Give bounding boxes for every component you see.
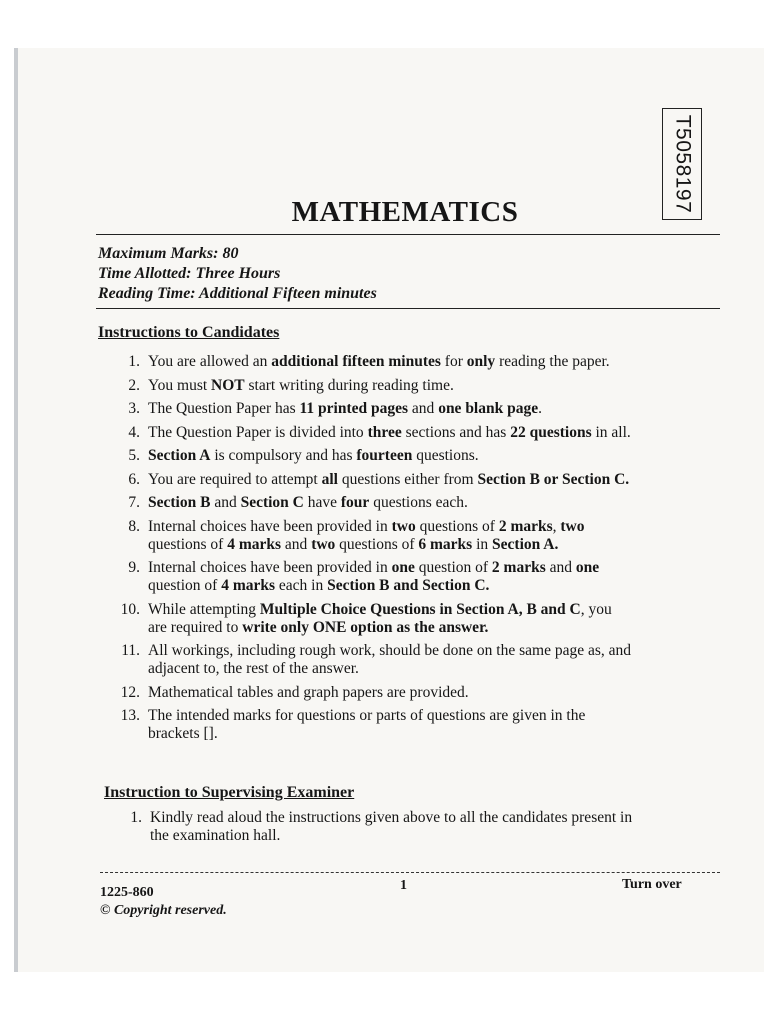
meta-rule	[96, 308, 720, 309]
item-text-line: Section B and Section C have four questions each.	[148, 494, 468, 511]
item-number: 5.	[128, 447, 140, 464]
item-number: 13.	[120, 707, 140, 724]
item-text-line: The Question Paper is divided into three sections and has 22 questions in all.	[148, 423, 631, 441]
item-number: 4.	[128, 423, 140, 441]
footer-rule	[100, 872, 720, 873]
list-item	[98, 684, 713, 702]
page-number: 1	[400, 878, 407, 893]
copyright-notice: © Copyright reserved.	[100, 903, 227, 918]
item-text-line: Internal choices have been provided in one question of 2 marks and one	[148, 559, 600, 576]
paper-meta	[98, 244, 377, 304]
serial-number: T5058197	[671, 114, 694, 214]
item-text-line: You must NOT start writing during reading time.	[148, 376, 454, 394]
item-text-line: All workings, including rough work, should be done on the same page as, and	[148, 642, 631, 659]
list-item	[98, 353, 713, 371]
reading-time: Reading Time: Additional Fifteen minutes	[98, 285, 377, 302]
list-item	[98, 447, 713, 465]
item-number: 6.	[128, 470, 140, 488]
list-item	[98, 559, 713, 595]
item-text-line: questions of 4 marks and two questions of 6 marks in Section A.	[148, 535, 559, 553]
item-number: 11.	[121, 642, 140, 659]
item-number: 8.	[128, 517, 140, 535]
item-text-line: the examination hall.	[150, 827, 281, 844]
instructions-list	[98, 353, 713, 749]
item-number: 2.	[128, 376, 140, 394]
item-number: 12.	[120, 683, 140, 701]
item-text-line: brackets [].	[148, 725, 218, 742]
instructions-heading: Instructions to Candidates	[98, 324, 280, 341]
paper-title: MATHEMATICS	[291, 196, 519, 228]
item-text-line: The Question Paper has 11 printed pages and one blank page.	[148, 400, 542, 417]
list-item	[98, 471, 713, 489]
item-number: 9.	[128, 559, 140, 576]
time-allotted: Time Allotted: Three Hours	[98, 265, 281, 282]
item-number: 10.	[120, 600, 140, 618]
item-text-line: You are allowed an additional fifteen minutes for only reading the paper.	[148, 353, 610, 370]
item-number: 1.	[128, 353, 140, 370]
list-item	[98, 707, 713, 743]
item-text-line: Kindly read aloud the instructions given above to all the candidates present in	[150, 809, 633, 826]
item-text-line: Section A is compulsory and has fourteen questions.	[148, 447, 479, 464]
item-number: 7.	[128, 494, 140, 511]
list-item	[98, 601, 713, 637]
list-item	[98, 377, 713, 395]
footer-left	[100, 884, 227, 920]
item-text-line: You are required to attempt all questions either from Section B or Section C.	[148, 470, 630, 488]
list-item	[98, 518, 713, 554]
list-item	[98, 494, 713, 512]
item-text-line: Internal choices have been provided in two questions of 2 marks, two	[148, 517, 585, 535]
list-item	[100, 809, 715, 845]
list-item	[98, 424, 713, 442]
item-number: 1.	[130, 809, 142, 826]
item-text-line: question of 4 marks each in Section B and Section C.	[148, 577, 490, 594]
paper-code: 1225-860	[100, 885, 154, 900]
item-text-line: While attempting Multiple Choice Questions in Section A, B and C, you	[148, 600, 612, 618]
max-marks: Maximum Marks: 80	[98, 245, 239, 262]
item-text-line: are required to write only ONE option as the answer.	[148, 618, 489, 636]
title-rule	[96, 234, 720, 235]
supervisor-instructions-list	[100, 809, 715, 845]
item-text-line: adjacent to, the rest of the answer.	[148, 660, 359, 677]
supervisor-heading: Instruction to Supervising Examiner	[104, 784, 355, 801]
list-item	[98, 400, 713, 418]
list-item	[98, 642, 713, 678]
turn-over-label: Turn over	[622, 877, 682, 892]
item-text-line: The intended marks for questions or parts of questions are given in the	[148, 707, 586, 724]
item-number: 3.	[128, 400, 140, 417]
item-text-line: Mathematical tables and graph papers are provided.	[148, 683, 469, 701]
